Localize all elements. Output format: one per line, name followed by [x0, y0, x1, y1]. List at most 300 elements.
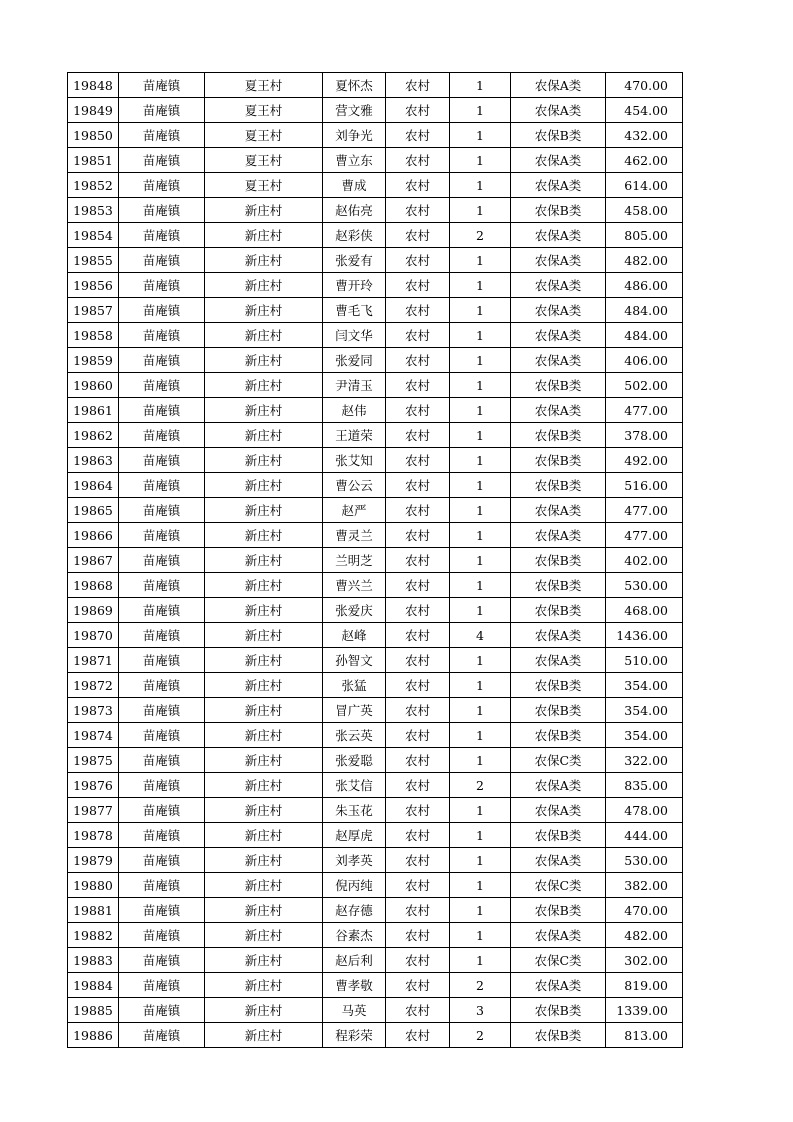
amount-cell: 477.00 — [606, 398, 683, 423]
name-cell: 赵伟 — [323, 398, 386, 423]
record-id-cell: 19865 — [68, 498, 119, 523]
town-cell: 苗庵镇 — [119, 998, 205, 1023]
amount-cell: 502.00 — [606, 373, 683, 398]
village-cell: 新庄村 — [205, 473, 323, 498]
insurance-category-cell: 农保B类 — [511, 898, 606, 923]
table-row — [68, 198, 683, 223]
table-row — [68, 898, 683, 923]
household-count-cell: 2 — [450, 223, 511, 248]
town-cell: 苗庵镇 — [119, 473, 205, 498]
area-type-cell: 农村 — [386, 973, 450, 998]
insurance-category-cell: 农保A类 — [511, 398, 606, 423]
village-cell: 新庄村 — [205, 823, 323, 848]
area-type-cell: 农村 — [386, 948, 450, 973]
record-id-cell: 19867 — [68, 548, 119, 573]
area-type-cell: 农村 — [386, 923, 450, 948]
table-row — [68, 673, 683, 698]
table-row — [68, 848, 683, 873]
village-cell: 新庄村 — [205, 898, 323, 923]
table-row — [68, 398, 683, 423]
household-count-cell: 1 — [450, 173, 511, 198]
amount-cell: 486.00 — [606, 273, 683, 298]
table-row — [68, 173, 683, 198]
name-cell: 闫文华 — [323, 323, 386, 348]
amount-cell: 470.00 — [606, 898, 683, 923]
name-cell: 谷素杰 — [323, 923, 386, 948]
town-cell: 苗庵镇 — [119, 348, 205, 373]
town-cell: 苗庵镇 — [119, 273, 205, 298]
village-cell: 新庄村 — [205, 523, 323, 548]
record-id-cell: 19859 — [68, 348, 119, 373]
household-count-cell: 2 — [450, 1023, 511, 1048]
area-type-cell: 农村 — [386, 298, 450, 323]
insurance-category-cell: 农保B类 — [511, 123, 606, 148]
area-type-cell: 农村 — [386, 198, 450, 223]
amount-cell: 382.00 — [606, 873, 683, 898]
amount-cell: 406.00 — [606, 348, 683, 373]
record-id-cell: 19855 — [68, 248, 119, 273]
area-type-cell: 农村 — [386, 148, 450, 173]
area-type-cell: 农村 — [386, 323, 450, 348]
insurance-category-cell: 农保B类 — [511, 698, 606, 723]
area-type-cell: 农村 — [386, 898, 450, 923]
household-count-cell: 1 — [450, 548, 511, 573]
name-cell: 张爱有 — [323, 248, 386, 273]
record-id-cell: 19874 — [68, 723, 119, 748]
household-count-cell: 2 — [450, 973, 511, 998]
household-count-cell: 1 — [450, 148, 511, 173]
name-cell: 曹兴兰 — [323, 573, 386, 598]
village-cell: 新庄村 — [205, 298, 323, 323]
name-cell: 王道荣 — [323, 423, 386, 448]
table-row — [68, 873, 683, 898]
name-cell: 朱玉花 — [323, 798, 386, 823]
insurance-category-cell: 农保B类 — [511, 373, 606, 398]
table-row — [68, 73, 683, 98]
town-cell: 苗庵镇 — [119, 648, 205, 673]
insurance-category-cell: 农保A类 — [511, 923, 606, 948]
area-type-cell: 农村 — [386, 173, 450, 198]
table-row — [68, 798, 683, 823]
village-cell: 新庄村 — [205, 498, 323, 523]
village-cell: 新庄村 — [205, 198, 323, 223]
area-type-cell: 农村 — [386, 498, 450, 523]
amount-cell: 1339.00 — [606, 998, 683, 1023]
amount-cell: 477.00 — [606, 498, 683, 523]
name-cell: 兰明芝 — [323, 548, 386, 573]
household-count-cell: 1 — [450, 373, 511, 398]
table-row — [68, 223, 683, 248]
town-cell: 苗庵镇 — [119, 798, 205, 823]
village-cell: 新庄村 — [205, 773, 323, 798]
town-cell: 苗庵镇 — [119, 848, 205, 873]
village-cell: 夏王村 — [205, 98, 323, 123]
household-count-cell: 1 — [450, 948, 511, 973]
table-row — [68, 423, 683, 448]
insurance-category-cell: 农保B类 — [511, 423, 606, 448]
insurance-category-cell: 农保A类 — [511, 348, 606, 373]
village-cell: 新庄村 — [205, 973, 323, 998]
name-cell: 夏怀杰 — [323, 73, 386, 98]
amount-cell: 354.00 — [606, 673, 683, 698]
household-count-cell: 1 — [450, 573, 511, 598]
record-id-cell: 19876 — [68, 773, 119, 798]
village-cell: 新庄村 — [205, 798, 323, 823]
household-count-cell: 1 — [450, 423, 511, 448]
area-type-cell: 农村 — [386, 823, 450, 848]
town-cell: 苗庵镇 — [119, 423, 205, 448]
town-cell: 苗庵镇 — [119, 823, 205, 848]
record-id-cell: 19856 — [68, 273, 119, 298]
area-type-cell: 农村 — [386, 573, 450, 598]
insurance-category-cell: 农保A类 — [511, 323, 606, 348]
amount-cell: 444.00 — [606, 823, 683, 848]
insurance-category-cell: 农保A类 — [511, 798, 606, 823]
village-cell: 新庄村 — [205, 698, 323, 723]
household-count-cell: 1 — [450, 123, 511, 148]
table-row — [68, 548, 683, 573]
amount-cell: 468.00 — [606, 598, 683, 623]
household-count-cell: 1 — [450, 273, 511, 298]
amount-cell: 432.00 — [606, 123, 683, 148]
insurance-category-cell: 农保C类 — [511, 948, 606, 973]
household-count-cell: 1 — [450, 323, 511, 348]
town-cell: 苗庵镇 — [119, 973, 205, 998]
table-row — [68, 773, 683, 798]
village-cell: 新庄村 — [205, 948, 323, 973]
household-count-cell: 1 — [450, 523, 511, 548]
table-row — [68, 348, 683, 373]
record-id-cell: 19878 — [68, 823, 119, 848]
village-cell: 新庄村 — [205, 223, 323, 248]
town-cell: 苗庵镇 — [119, 898, 205, 923]
name-cell: 赵后利 — [323, 948, 386, 973]
record-id-cell: 19850 — [68, 123, 119, 148]
name-cell: 马英 — [323, 998, 386, 1023]
name-cell: 赵严 — [323, 498, 386, 523]
town-cell: 苗庵镇 — [119, 248, 205, 273]
table-row — [68, 948, 683, 973]
insurance-category-cell: 农保A类 — [511, 273, 606, 298]
insurance-category-cell: 农保A类 — [511, 298, 606, 323]
table-row — [68, 573, 683, 598]
area-type-cell: 农村 — [386, 623, 450, 648]
name-cell: 张爱聪 — [323, 748, 386, 773]
household-count-cell: 1 — [450, 198, 511, 223]
household-count-cell: 1 — [450, 723, 511, 748]
area-type-cell: 农村 — [386, 448, 450, 473]
insurance-category-cell: 农保A类 — [511, 848, 606, 873]
name-cell: 尹清玉 — [323, 373, 386, 398]
insurance-category-cell: 农保A类 — [511, 973, 606, 998]
area-type-cell: 农村 — [386, 248, 450, 273]
insurance-category-cell: 农保A类 — [511, 248, 606, 273]
area-type-cell: 农村 — [386, 798, 450, 823]
name-cell: 营文雅 — [323, 98, 386, 123]
record-id-cell: 19877 — [68, 798, 119, 823]
town-cell: 苗庵镇 — [119, 1023, 205, 1048]
household-count-cell: 1 — [450, 248, 511, 273]
table-row — [68, 248, 683, 273]
town-cell: 苗庵镇 — [119, 723, 205, 748]
record-id-cell: 19880 — [68, 873, 119, 898]
table-row — [68, 373, 683, 398]
insurance-category-cell: 农保B类 — [511, 998, 606, 1023]
household-count-cell: 1 — [450, 873, 511, 898]
area-type-cell: 农村 — [386, 123, 450, 148]
village-cell: 新庄村 — [205, 348, 323, 373]
village-cell: 新庄村 — [205, 873, 323, 898]
amount-cell: 530.00 — [606, 573, 683, 598]
amount-cell: 302.00 — [606, 948, 683, 973]
record-id-cell: 19872 — [68, 673, 119, 698]
household-count-cell: 1 — [450, 398, 511, 423]
name-cell: 刘争光 — [323, 123, 386, 148]
household-count-cell: 1 — [450, 748, 511, 773]
town-cell: 苗庵镇 — [119, 398, 205, 423]
insurance-category-cell: 农保A类 — [511, 623, 606, 648]
household-count-cell: 1 — [450, 648, 511, 673]
name-cell: 刘孝英 — [323, 848, 386, 873]
record-id-cell: 19860 — [68, 373, 119, 398]
table-row — [68, 98, 683, 123]
area-type-cell: 农村 — [386, 848, 450, 873]
insurance-category-cell: 农保A类 — [511, 73, 606, 98]
insurance-category-cell: 农保A类 — [511, 773, 606, 798]
insurance-category-cell: 农保B类 — [511, 473, 606, 498]
area-type-cell: 农村 — [386, 73, 450, 98]
town-cell: 苗庵镇 — [119, 548, 205, 573]
record-id-cell: 19885 — [68, 998, 119, 1023]
name-cell: 曹灵兰 — [323, 523, 386, 548]
amount-cell: 819.00 — [606, 973, 683, 998]
records-table-body — [68, 73, 683, 1048]
record-id-cell: 19879 — [68, 848, 119, 873]
table-row — [68, 148, 683, 173]
town-cell: 苗庵镇 — [119, 948, 205, 973]
table-row — [68, 973, 683, 998]
records-table — [67, 72, 683, 1048]
insurance-category-cell: 农保B类 — [511, 548, 606, 573]
insurance-category-cell: 农保A类 — [511, 648, 606, 673]
village-cell: 新庄村 — [205, 923, 323, 948]
name-cell: 张艾知 — [323, 448, 386, 473]
amount-cell: 1436.00 — [606, 623, 683, 648]
record-id-cell: 19868 — [68, 573, 119, 598]
table-row — [68, 923, 683, 948]
record-id-cell: 19881 — [68, 898, 119, 923]
amount-cell: 482.00 — [606, 923, 683, 948]
record-id-cell: 19864 — [68, 473, 119, 498]
record-id-cell: 19863 — [68, 448, 119, 473]
town-cell: 苗庵镇 — [119, 523, 205, 548]
table-row — [68, 648, 683, 673]
insurance-category-cell: 农保A类 — [511, 173, 606, 198]
household-count-cell: 1 — [450, 348, 511, 373]
town-cell: 苗庵镇 — [119, 773, 205, 798]
table-row — [68, 748, 683, 773]
record-id-cell: 19884 — [68, 973, 119, 998]
table-row — [68, 323, 683, 348]
household-count-cell: 1 — [450, 298, 511, 323]
amount-cell: 530.00 — [606, 848, 683, 873]
village-cell: 新庄村 — [205, 1023, 323, 1048]
record-id-cell: 19875 — [68, 748, 119, 773]
record-id-cell: 19852 — [68, 173, 119, 198]
record-id-cell: 19871 — [68, 648, 119, 673]
amount-cell: 378.00 — [606, 423, 683, 448]
record-id-cell: 19883 — [68, 948, 119, 973]
area-type-cell: 农村 — [386, 548, 450, 573]
village-cell: 新庄村 — [205, 373, 323, 398]
insurance-category-cell: 农保A类 — [511, 223, 606, 248]
name-cell: 曹公云 — [323, 473, 386, 498]
amount-cell: 477.00 — [606, 523, 683, 548]
table-row — [68, 123, 683, 148]
village-cell: 新庄村 — [205, 998, 323, 1023]
record-id-cell: 19870 — [68, 623, 119, 648]
record-id-cell: 19861 — [68, 398, 119, 423]
village-cell: 夏王村 — [205, 123, 323, 148]
household-count-cell: 1 — [450, 598, 511, 623]
household-count-cell: 1 — [450, 498, 511, 523]
village-cell: 新庄村 — [205, 848, 323, 873]
name-cell: 曹孝敬 — [323, 973, 386, 998]
table-row — [68, 998, 683, 1023]
household-count-cell: 1 — [450, 848, 511, 873]
table-row — [68, 623, 683, 648]
amount-cell: 482.00 — [606, 248, 683, 273]
village-cell: 新庄村 — [205, 748, 323, 773]
record-id-cell: 19848 — [68, 73, 119, 98]
area-type-cell: 农村 — [386, 98, 450, 123]
village-cell: 新庄村 — [205, 673, 323, 698]
village-cell: 新庄村 — [205, 723, 323, 748]
household-count-cell: 1 — [450, 98, 511, 123]
table-row — [68, 298, 683, 323]
household-count-cell: 1 — [450, 823, 511, 848]
name-cell: 张爱同 — [323, 348, 386, 373]
insurance-category-cell: 农保B类 — [511, 198, 606, 223]
amount-cell: 835.00 — [606, 773, 683, 798]
table-row — [68, 498, 683, 523]
record-id-cell: 19858 — [68, 323, 119, 348]
area-type-cell: 农村 — [386, 398, 450, 423]
name-cell: 张爱庆 — [323, 598, 386, 623]
insurance-category-cell: 农保C类 — [511, 873, 606, 898]
town-cell: 苗庵镇 — [119, 673, 205, 698]
household-count-cell: 1 — [450, 673, 511, 698]
town-cell: 苗庵镇 — [119, 623, 205, 648]
amount-cell: 484.00 — [606, 323, 683, 348]
town-cell: 苗庵镇 — [119, 698, 205, 723]
area-type-cell: 农村 — [386, 773, 450, 798]
area-type-cell: 农村 — [386, 698, 450, 723]
amount-cell: 484.00 — [606, 298, 683, 323]
area-type-cell: 农村 — [386, 273, 450, 298]
amount-cell: 354.00 — [606, 698, 683, 723]
insurance-category-cell: 农保B类 — [511, 673, 606, 698]
amount-cell: 458.00 — [606, 198, 683, 223]
insurance-category-cell: 农保B类 — [511, 573, 606, 598]
village-cell: 夏王村 — [205, 148, 323, 173]
name-cell: 曹毛飞 — [323, 298, 386, 323]
village-cell: 新庄村 — [205, 273, 323, 298]
name-cell: 张猛 — [323, 673, 386, 698]
name-cell: 曹成 — [323, 173, 386, 198]
household-count-cell: 4 — [450, 623, 511, 648]
record-id-cell: 19866 — [68, 523, 119, 548]
table-row — [68, 598, 683, 623]
amount-cell: 492.00 — [606, 448, 683, 473]
name-cell: 张云英 — [323, 723, 386, 748]
amount-cell: 354.00 — [606, 723, 683, 748]
town-cell: 苗庵镇 — [119, 498, 205, 523]
insurance-category-cell: 农保A类 — [511, 498, 606, 523]
town-cell: 苗庵镇 — [119, 173, 205, 198]
town-cell: 苗庵镇 — [119, 598, 205, 623]
record-id-cell: 19886 — [68, 1023, 119, 1048]
village-cell: 新庄村 — [205, 248, 323, 273]
amount-cell: 322.00 — [606, 748, 683, 773]
area-type-cell: 农村 — [386, 473, 450, 498]
town-cell: 苗庵镇 — [119, 123, 205, 148]
insurance-category-cell: 农保A类 — [511, 148, 606, 173]
amount-cell: 813.00 — [606, 1023, 683, 1048]
amount-cell: 402.00 — [606, 548, 683, 573]
amount-cell: 510.00 — [606, 648, 683, 673]
area-type-cell: 农村 — [386, 598, 450, 623]
area-type-cell: 农村 — [386, 748, 450, 773]
name-cell: 张艾信 — [323, 773, 386, 798]
record-id-cell: 19854 — [68, 223, 119, 248]
area-type-cell: 农村 — [386, 998, 450, 1023]
household-count-cell: 1 — [450, 798, 511, 823]
town-cell: 苗庵镇 — [119, 923, 205, 948]
insurance-category-cell: 农保B类 — [511, 598, 606, 623]
town-cell: 苗庵镇 — [119, 748, 205, 773]
town-cell: 苗庵镇 — [119, 873, 205, 898]
household-count-cell: 3 — [450, 998, 511, 1023]
town-cell: 苗庵镇 — [119, 148, 205, 173]
area-type-cell: 农村 — [386, 873, 450, 898]
village-cell: 夏王村 — [205, 173, 323, 198]
name-cell: 程彩荣 — [323, 1023, 386, 1048]
table-row — [68, 723, 683, 748]
village-cell: 新庄村 — [205, 398, 323, 423]
name-cell: 孙智文 — [323, 648, 386, 673]
table-row — [68, 273, 683, 298]
amount-cell: 805.00 — [606, 223, 683, 248]
record-id-cell: 19853 — [68, 198, 119, 223]
insurance-category-cell: 农保B类 — [511, 1023, 606, 1048]
record-id-cell: 19882 — [68, 923, 119, 948]
village-cell: 新庄村 — [205, 598, 323, 623]
name-cell: 曹立东 — [323, 148, 386, 173]
name-cell: 赵峰 — [323, 623, 386, 648]
village-cell: 新庄村 — [205, 448, 323, 473]
village-cell: 新庄村 — [205, 623, 323, 648]
name-cell: 冒广英 — [323, 698, 386, 723]
insurance-category-cell: 农保A类 — [511, 98, 606, 123]
record-id-cell: 19873 — [68, 698, 119, 723]
name-cell: 曹开玲 — [323, 273, 386, 298]
household-count-cell: 2 — [450, 773, 511, 798]
town-cell: 苗庵镇 — [119, 298, 205, 323]
household-count-cell: 1 — [450, 923, 511, 948]
village-cell: 新庄村 — [205, 548, 323, 573]
amount-cell: 516.00 — [606, 473, 683, 498]
